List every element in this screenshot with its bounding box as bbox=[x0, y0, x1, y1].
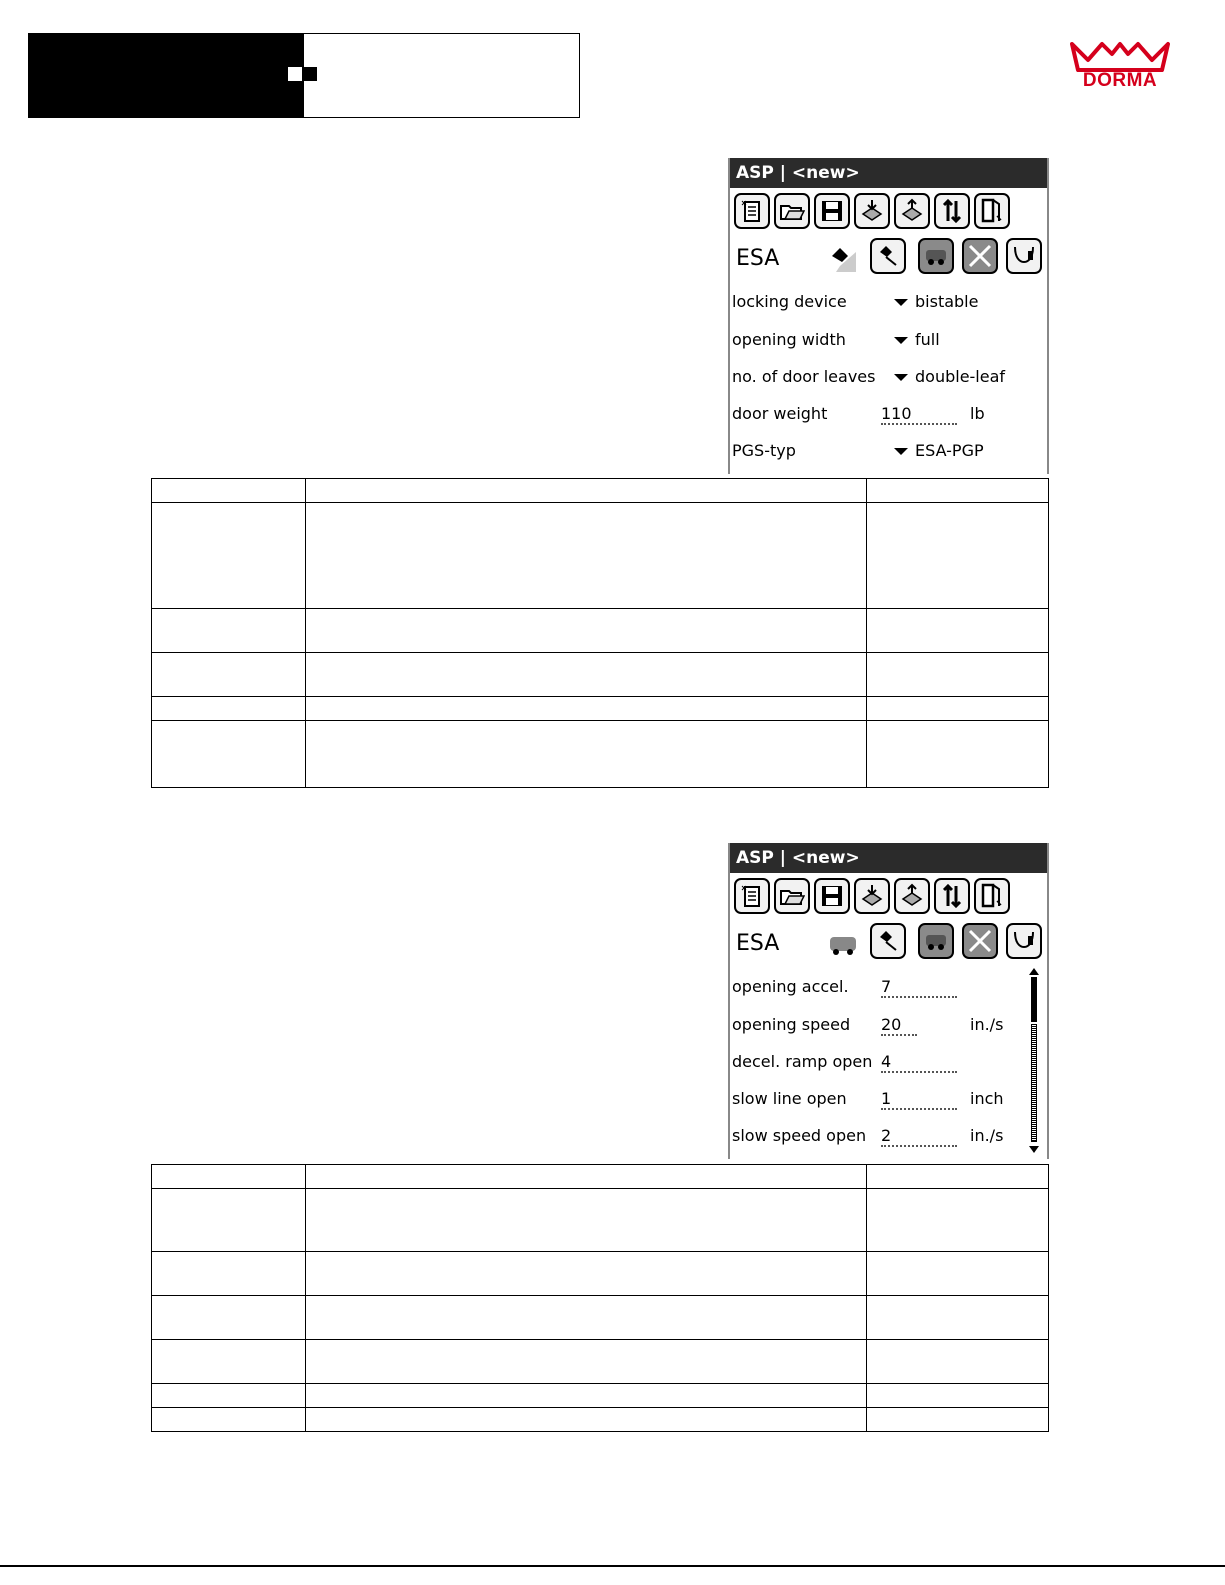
new-file-button[interactable] bbox=[734, 878, 770, 914]
door-button[interactable] bbox=[974, 193, 1010, 229]
dropdown-arrow-icon[interactable] bbox=[894, 448, 908, 455]
screen-title: ASP | <new> bbox=[730, 843, 1047, 873]
table-header-row bbox=[152, 479, 1049, 503]
field-label: PGS-typ bbox=[732, 441, 796, 460]
mode-row bbox=[734, 923, 1044, 963]
field-decel-ramp-open bbox=[732, 1048, 1028, 1078]
toolbar bbox=[734, 193, 1010, 229]
car-button[interactable] bbox=[918, 238, 954, 274]
table-row bbox=[152, 1340, 1049, 1384]
download-button[interactable] bbox=[894, 193, 930, 229]
field-label: slow speed open bbox=[732, 1126, 867, 1145]
table-row bbox=[152, 503, 1049, 609]
field-slow-line-open bbox=[732, 1085, 1028, 1115]
scrollbar[interactable] bbox=[1028, 968, 1040, 1153]
screen-title: ASP | <new> bbox=[730, 158, 1047, 188]
number-input[interactable]: 1 bbox=[881, 1089, 957, 1110]
device-screen-2 bbox=[728, 843, 1049, 1159]
dropdown-value[interactable]: ESA-PGP bbox=[915, 441, 984, 460]
open-folder-icon bbox=[779, 198, 805, 224]
scroll-down-arrow-icon[interactable] bbox=[1029, 1146, 1039, 1153]
unit-label: inch bbox=[970, 1089, 1004, 1108]
open-button[interactable] bbox=[774, 878, 810, 914]
number-input[interactable]: 110 bbox=[881, 404, 957, 425]
dropdown-value[interactable]: double-leaf bbox=[915, 367, 1006, 386]
header-square-white bbox=[288, 67, 302, 81]
number-input[interactable]: 2 bbox=[881, 1126, 957, 1147]
dropdown-arrow-icon[interactable] bbox=[894, 374, 908, 381]
table-row bbox=[152, 1296, 1049, 1340]
parameter-icon bbox=[875, 928, 901, 954]
field-opening-accel bbox=[732, 973, 1028, 1003]
table-row bbox=[152, 1189, 1049, 1252]
footer-rule bbox=[0, 1565, 1225, 1567]
parameter-icon bbox=[875, 243, 901, 269]
new-file-icon bbox=[739, 198, 765, 224]
mode-label: ESA bbox=[736, 931, 780, 956]
field-opening-width[interactable] bbox=[732, 326, 1028, 356]
dropdown-value[interactable]: full bbox=[915, 330, 940, 349]
unit-label: in./s bbox=[970, 1126, 1004, 1145]
header-square-black bbox=[303, 67, 317, 81]
pencil-mode-icon bbox=[826, 244, 860, 274]
download-icon bbox=[899, 883, 925, 909]
download-button[interactable] bbox=[894, 878, 930, 914]
field-slow-speed-open bbox=[732, 1122, 1028, 1152]
new-file-button[interactable] bbox=[734, 193, 770, 229]
tools-button[interactable] bbox=[962, 238, 998, 274]
save-icon bbox=[819, 198, 845, 224]
open-button[interactable] bbox=[774, 193, 810, 229]
swap-button[interactable] bbox=[934, 193, 970, 229]
field-pgs-typ[interactable] bbox=[732, 437, 1028, 467]
car-button[interactable] bbox=[918, 923, 954, 959]
table-row bbox=[152, 1408, 1049, 1432]
car-mode-icon bbox=[826, 929, 860, 959]
table-1 bbox=[151, 478, 1049, 788]
scroll-track[interactable] bbox=[1031, 1024, 1037, 1142]
mode-row bbox=[734, 238, 1044, 278]
save-icon bbox=[819, 883, 845, 909]
crown-icon bbox=[1070, 40, 1170, 74]
field-opening-speed bbox=[732, 1011, 1028, 1041]
toolbar bbox=[734, 878, 1010, 914]
table-row bbox=[152, 1384, 1049, 1408]
door-icon bbox=[979, 198, 1005, 224]
table-row bbox=[152, 609, 1049, 653]
number-input[interactable]: 7 bbox=[881, 977, 957, 998]
door-icon bbox=[979, 883, 1005, 909]
scroll-thumb[interactable] bbox=[1031, 977, 1037, 1022]
table-row bbox=[152, 1252, 1049, 1296]
dropdown-arrow-icon[interactable] bbox=[894, 337, 908, 344]
field-label: no. of door leaves bbox=[732, 367, 876, 386]
table-row bbox=[152, 721, 1049, 788]
dropdown-arrow-icon[interactable] bbox=[894, 299, 908, 306]
header-white-block bbox=[303, 33, 580, 118]
door-button[interactable] bbox=[974, 878, 1010, 914]
field-label: locking device bbox=[732, 292, 847, 311]
car-icon bbox=[923, 928, 949, 954]
parameter-button[interactable] bbox=[870, 238, 906, 274]
save-button[interactable] bbox=[814, 878, 850, 914]
diagnostics-button[interactable] bbox=[1006, 923, 1042, 959]
field-door-weight bbox=[732, 400, 1028, 430]
device-screen-1 bbox=[728, 158, 1049, 474]
tools-icon bbox=[967, 243, 993, 269]
table-row bbox=[152, 697, 1049, 721]
number-input[interactable]: 4 bbox=[881, 1052, 957, 1073]
swap-arrows-icon bbox=[939, 198, 965, 224]
number-input[interactable]: 20 bbox=[881, 1015, 917, 1036]
logo-text: DORMA bbox=[1082, 70, 1158, 91]
field-label: decel. ramp open bbox=[732, 1052, 873, 1071]
scroll-up-arrow-icon[interactable] bbox=[1029, 968, 1039, 975]
mode-label: ESA bbox=[736, 246, 780, 271]
upload-button[interactable] bbox=[854, 878, 890, 914]
unit-label: lb bbox=[970, 404, 985, 423]
field-door-leaves[interactable] bbox=[732, 363, 1028, 393]
field-label: door weight bbox=[732, 404, 828, 423]
tools-icon bbox=[967, 928, 993, 954]
table-header-row bbox=[152, 1165, 1049, 1189]
field-locking-device[interactable] bbox=[732, 288, 1028, 318]
swap-button[interactable] bbox=[934, 878, 970, 914]
tools-button[interactable] bbox=[962, 923, 998, 959]
table-row bbox=[152, 653, 1049, 697]
field-label: opening accel. bbox=[732, 977, 849, 996]
open-folder-icon bbox=[779, 883, 805, 909]
upload-icon bbox=[859, 883, 885, 909]
diagnostics-button[interactable] bbox=[1006, 238, 1042, 274]
field-label: opening speed bbox=[732, 1015, 851, 1034]
dropdown-value[interactable]: bistable bbox=[915, 292, 979, 311]
header-black-block bbox=[28, 33, 303, 118]
diagnostics-icon bbox=[1011, 243, 1037, 269]
save-button[interactable] bbox=[814, 193, 850, 229]
diagnostics-icon bbox=[1011, 928, 1037, 954]
swap-arrows-icon bbox=[939, 883, 965, 909]
table-2 bbox=[151, 1164, 1049, 1432]
upload-icon bbox=[859, 198, 885, 224]
new-file-icon bbox=[739, 883, 765, 909]
upload-button[interactable] bbox=[854, 193, 890, 229]
unit-label: in./s bbox=[970, 1015, 1004, 1034]
car-icon bbox=[923, 243, 949, 269]
field-label: slow line open bbox=[732, 1089, 847, 1108]
dorma-logo bbox=[1070, 40, 1170, 96]
download-icon bbox=[899, 198, 925, 224]
parameter-button[interactable] bbox=[870, 923, 906, 959]
field-label: opening width bbox=[732, 330, 846, 349]
